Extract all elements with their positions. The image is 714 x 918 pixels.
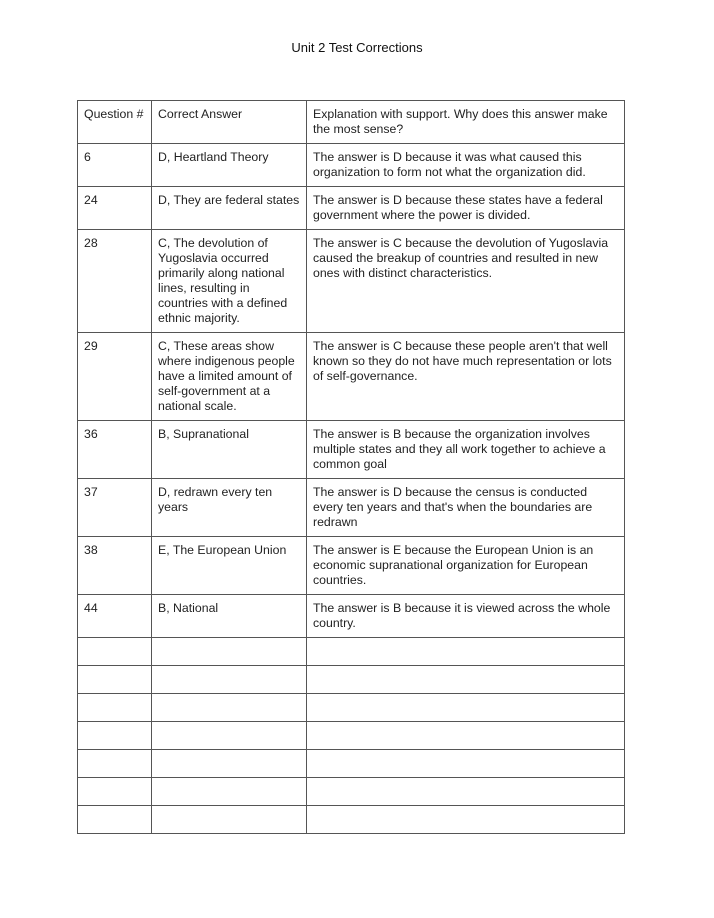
question-number: 44 [78, 595, 152, 638]
explanation: The answer is D because it was what caused this organization to form not what the organization did. [307, 144, 625, 187]
empty-cell [78, 722, 152, 750]
empty-cell [307, 806, 625, 834]
question-number: 6 [78, 144, 152, 187]
empty-cell [152, 666, 307, 694]
empty-cell [307, 722, 625, 750]
empty-row [78, 750, 625, 778]
empty-cell [307, 638, 625, 666]
header-correct-answer: Correct Answer [152, 101, 307, 144]
empty-cell [152, 722, 307, 750]
empty-cell [152, 638, 307, 666]
correct-answer: C, The devolution of Yugoslavia occurred primarily along national lines, resulting in countries with a defined ethnic majority. [152, 230, 307, 333]
correct-answer: D, Heartland Theory [152, 144, 307, 187]
empty-row [78, 638, 625, 666]
correct-answer: B, National [152, 595, 307, 638]
table-row [78, 333, 625, 421]
explanation: The answer is B because the organization involves multiple states and they all work together to achieve a common goal [307, 421, 625, 479]
question-number: 36 [78, 421, 152, 479]
empty-cell [78, 750, 152, 778]
table-row [78, 595, 625, 638]
explanation: The answer is C because the devolution of Yugoslavia caused the breakup of countries and resulted in new ones with distinct characteristics. [307, 230, 625, 333]
document-title: Unit 2 Test Corrections [291, 40, 423, 55]
explanation: The answer is C because these people aren't that well known so they do not have much representation or lots of self-governance. [307, 333, 625, 421]
correct-answer: D, They are federal states [152, 187, 307, 230]
question-number: 28 [78, 230, 152, 333]
table-row [78, 144, 625, 187]
explanation: The answer is E because the European Union is an economic supranational organization for European countries. [307, 537, 625, 595]
question-number: 29 [78, 333, 152, 421]
correct-answer: E, The European Union [152, 537, 307, 595]
explanation: The answer is B because it is viewed across the whole country. [307, 595, 625, 638]
empty-cell [307, 694, 625, 722]
table-row [78, 187, 625, 230]
empty-row [78, 778, 625, 806]
empty-row [78, 666, 625, 694]
header-row [78, 101, 625, 144]
empty-cell [78, 778, 152, 806]
empty-cell [78, 638, 152, 666]
empty-cell [307, 750, 625, 778]
table-row [78, 421, 625, 479]
empty-cell [78, 666, 152, 694]
table-row [78, 230, 625, 333]
empty-cell [307, 666, 625, 694]
empty-row [78, 806, 625, 834]
explanation: The answer is D because the census is conducted every ten years and that's when the boundaries are redrawn [307, 479, 625, 537]
empty-cell [78, 806, 152, 834]
empty-cell [152, 694, 307, 722]
header-explanation: Explanation with support. Why does this answer make the most sense? [307, 101, 625, 144]
correct-answer: C, These areas show where indigenous people have a limited amount of self-government at a national scale. [152, 333, 307, 421]
empty-row [78, 694, 625, 722]
empty-cell [152, 806, 307, 834]
table-row [78, 537, 625, 595]
correct-answer: D, redrawn every ten years [152, 479, 307, 537]
header-question: Question # [78, 101, 152, 144]
correct-answer: B, Supranational [152, 421, 307, 479]
question-number: 37 [78, 479, 152, 537]
question-number: 24 [78, 187, 152, 230]
corrections-table [77, 100, 625, 834]
empty-row [78, 722, 625, 750]
question-number: 38 [78, 537, 152, 595]
explanation: The answer is D because these states have a federal government where the power is divided. [307, 187, 625, 230]
empty-cell [307, 778, 625, 806]
empty-cell [78, 694, 152, 722]
empty-cell [152, 778, 307, 806]
table-row [78, 479, 625, 537]
empty-cell [152, 750, 307, 778]
